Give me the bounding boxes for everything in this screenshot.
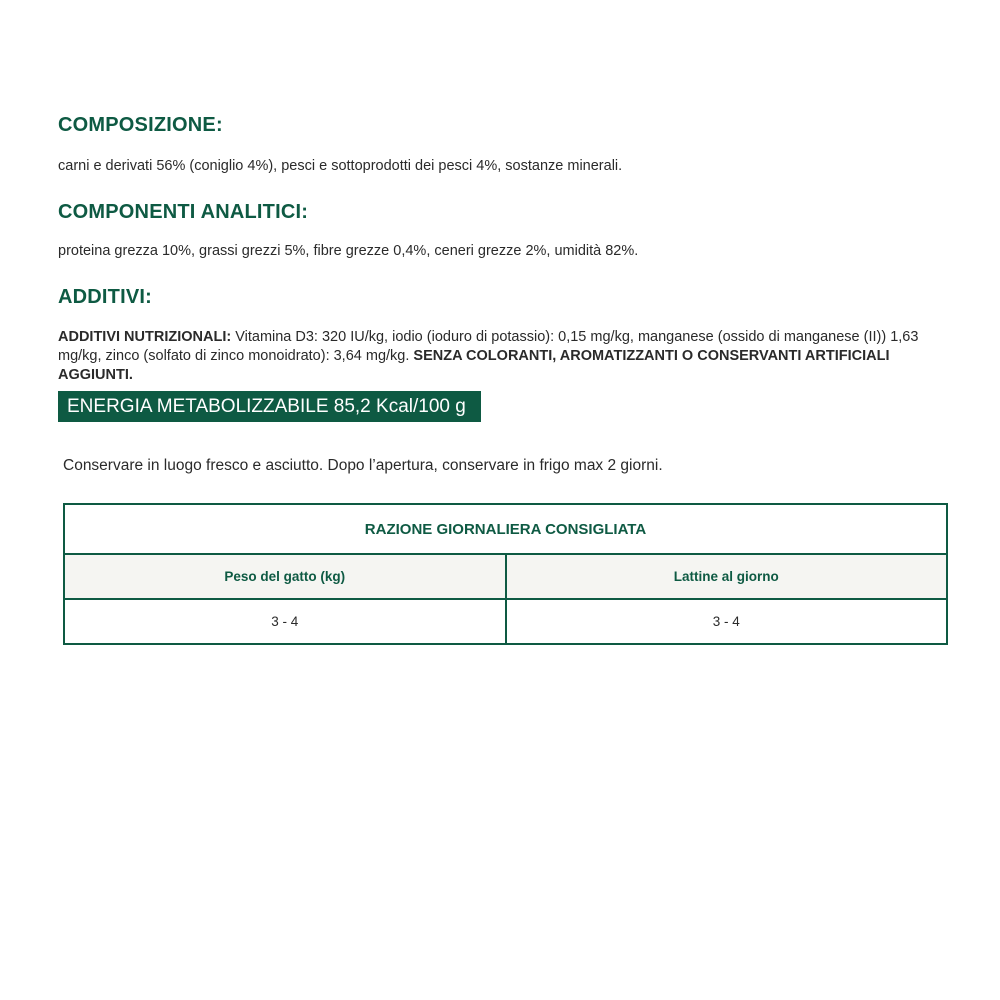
header-cans-per-day: Lattine al giorno <box>506 554 948 599</box>
composizione-heading: COMPOSIZIONE: <box>58 114 223 136</box>
storage-note: Conservare in luogo fresco e asciutto. Dopo l’apertura, conservare in frigo max 2 giorni. <box>63 457 663 474</box>
ration-table-title-row <box>64 504 947 554</box>
additivi-heading: ADDITIVI: <box>58 286 153 308</box>
ration-table-header-row <box>64 554 947 599</box>
cell-cat-weight: 3 - 4 <box>64 599 506 644</box>
composizione-text: carni e derivati 56% (coniglio 4%), pesci e sottoprodotti dei pesci 4%, sostanze minerali. <box>58 158 623 174</box>
componenti-analitici-text: proteina grezza 10%, grassi grezzi 5%, fibre grezze 0,4%, ceneri grezze 2%, umidità 82%. <box>58 243 639 259</box>
additivi-paragraph <box>58 328 958 385</box>
ration-table-title: RAZIONE GIORNALIERA CONSIGLIATA <box>64 504 947 554</box>
energy-banner: ENERGIA METABOLIZZABILE 85,2 Kcal/100 g <box>58 391 481 422</box>
componenti-analitici-heading: COMPONENTI ANALITICI: <box>58 201 309 223</box>
additivi-text: Vitamina D3: 320 IU/kg, iodio (ioduro di potassio): 0,15 mg/kg, manganese (ossido di manganese (II)) 1,63 mg/kg, zinco (solfato di zinco monoidrato): 3,64 mg/kg. <box>58 329 919 364</box>
ration-table <box>63 503 948 645</box>
table-row <box>64 599 947 644</box>
additivi-nutrizionali-label: ADDITIVI NUTRIZIONALI: <box>58 329 232 345</box>
header-cat-weight: Peso del gatto (kg) <box>64 554 506 599</box>
additivi-no-artificial-note: SENZA COLORANTI, AROMATIZZANTI O CONSERVANTI ARTIFICIALI AGGIUNTI. <box>58 348 890 383</box>
cell-cans-per-day: 3 - 4 <box>506 599 948 644</box>
